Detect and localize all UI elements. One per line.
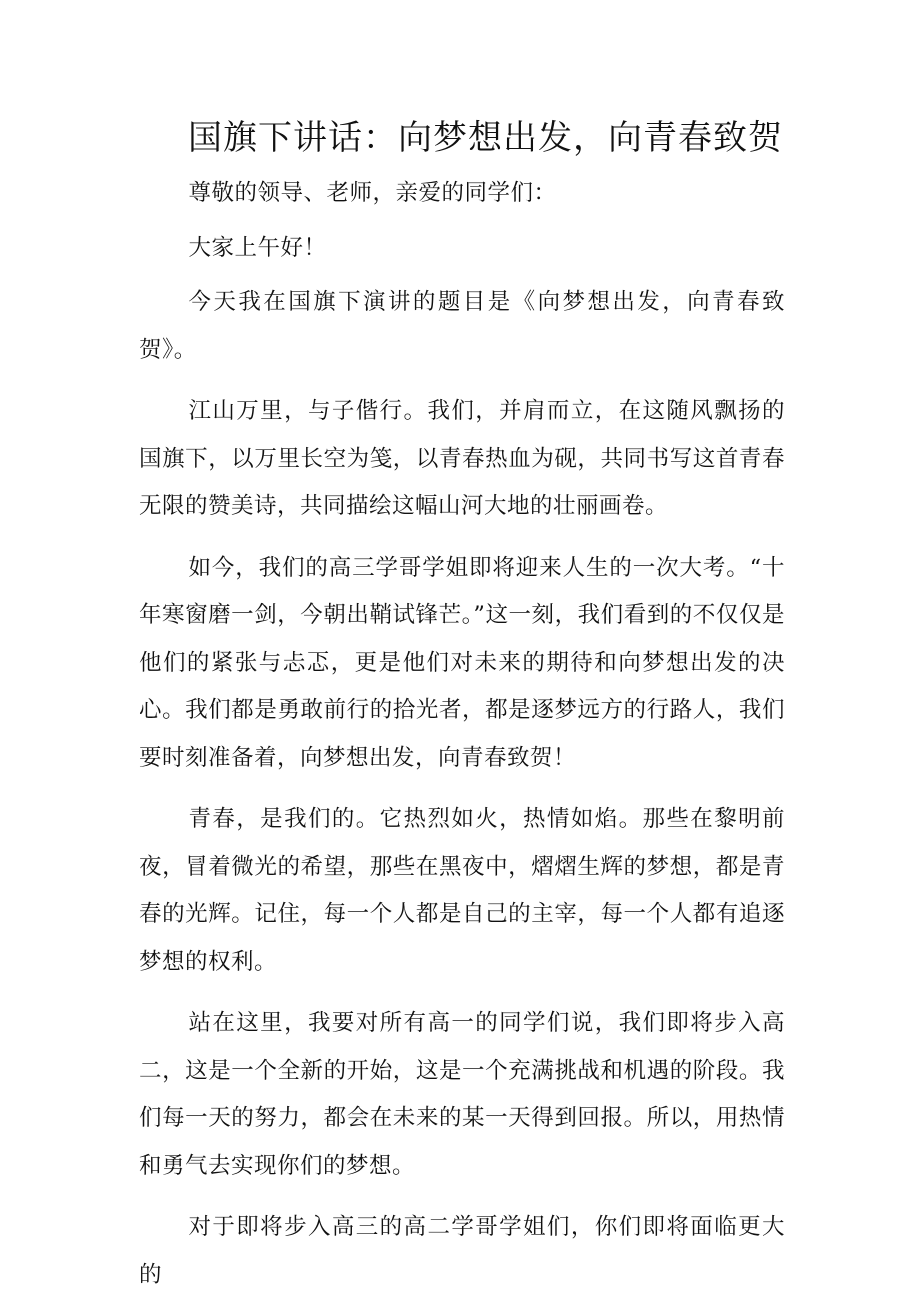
paragraph-topic: 今天我在国旗下演讲的题目是《向梦想出发，向青春致贺》。 — [139, 289, 785, 363]
paragraph-salutation: 尊敬的领导、老师，亲爱的同学们： — [188, 180, 557, 206]
paragraph-body: 站在这里，我要对所有高一的同学们说，我们即将步入高二，这是一个全新的开始，这是一个充满挑战和机遇的阶段。我们每一天的努力，都会在未来的某一天得到回报。所以，用热情和勇气去实现你们的梦想。 — [139, 1010, 785, 1179]
document-body — [139, 170, 785, 1299]
paragraph-body: 如今，我们的高三学哥学姐即将迎来人生的一次大考。“十年寒窗磨一剑，今朝出鞘试锋芒。”这一刻，我们看到的不仅仅是他们的紧张与忐忑，更是他们对未来的期待和向梦想出发的决心。我们都是勇敢前行的拾光者，都是逐梦远方的行路人，我们要时刻准备着，向梦想出发，向青春致贺！ — [139, 554, 785, 771]
paragraph-body: 青春，是我们的。它热烈如火，热情如焰。那些在黎明前夜，冒着微光的希望，那些在黑夜中，熠熠生辉的梦想，都是青春的光辉。记住，每一个人都是自己的主宰，每一个人都有追逐梦想的权利。 — [139, 806, 785, 975]
paragraph-greeting: 大家上午好！ — [188, 234, 327, 261]
document-title: 国旗下讲话：向梦想出发，向青春致贺 — [188, 118, 783, 158]
paragraph-body: 对于即将步入高三的高二学哥学姐们，你们即将面临更大的 — [139, 1214, 785, 1288]
paragraph-body: 江山万里，与子偕行。我们，并肩而立，在这随风飘扬的国旗下，以万里长空为笺，以青春热血为砚，共同书写这首青春无限的赞美诗，共同描绘这幅山河大地的壮丽画卷。 — [139, 398, 785, 519]
